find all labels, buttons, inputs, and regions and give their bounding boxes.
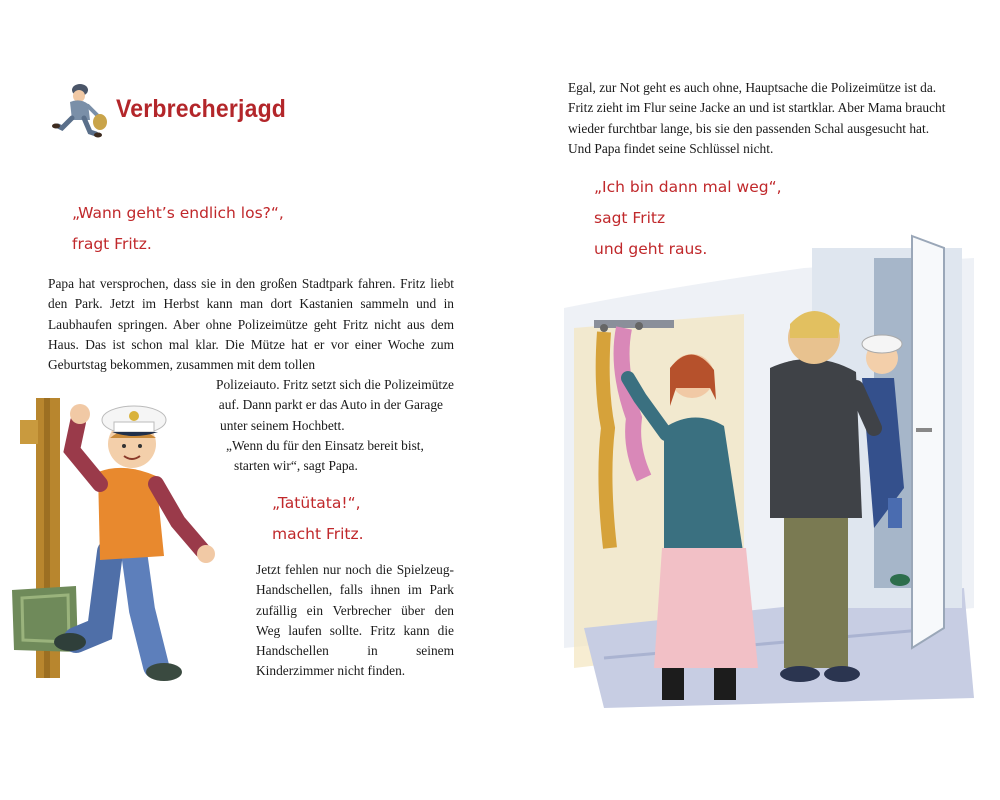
text-line: Und Papa findet seine Schlüssel nicht. (568, 140, 774, 156)
chapter-header (48, 78, 301, 140)
speech-wann-gehts-los (72, 198, 284, 260)
chapter-title: Verbrecherjagd (116, 94, 287, 123)
speech-line: „Ich bin dann mal weg“, (594, 178, 782, 196)
speech-line: fragt Fritz. (72, 235, 152, 253)
text-line: starten wir“, sagt Papa. (234, 458, 358, 474)
speech-line: „Tatütata!“, (272, 494, 361, 512)
paragraph-papa-versprochen: Papa hat versprochen, dass sie in den großen Stadtpark fahren. Fritz liebt den Park. Jetzt im Herbst kann man dort Kastanien sammeln und in Laubhaufen springen. Aber ohne Polizeimütze geht Fritz nicht aus dem Haus. Das ist schon mal klar. Die Mütze hat er vor einer Woche zum Geburtstag bekommen, zusammen mit dem tollen (48, 276, 454, 373)
speech-line: sagt Fritz (594, 209, 666, 227)
text-line: unter seinem Hochbett. (220, 417, 345, 433)
paragraph-egal-zur-not (568, 78, 988, 159)
text-line: Fritz zieht im Flur seine Jacke an und ist startklar. Aber Mama braucht (568, 100, 946, 116)
text-line: Egal, zur Not geht es auch ohne, Hauptsache die Polizeimütze ist da. (568, 80, 937, 95)
text-line: „Wenn du für den Einsatz bereit bist, (226, 437, 424, 453)
speech-line: „Wann geht’s endlich los?“, (72, 204, 284, 222)
speech-line: macht Fritz. (272, 525, 364, 543)
paragraph-handschellen: Jetzt fehlen nur noch die Spielzeug-Handschellen, falls ihnen im Park zufällig ein Verbrecher über den Weg laufen sollte. Fritz kann die Handschellen in seinem Kinderzimmer nicht finden. (256, 562, 454, 679)
hallway-family-illustration (544, 228, 984, 718)
running-thief-icon (48, 78, 108, 140)
text-line: Polizeiauto. Fritz setzt sich die Polizeimütze (216, 377, 454, 392)
right-page (500, 0, 1000, 800)
boy-with-police-cap-illustration (6, 380, 226, 700)
speech-line: und geht raus. (594, 240, 708, 258)
text-line: wieder furchtbar lange, bis sie den passenden Schal ausgesucht hat. (568, 120, 930, 136)
text-line: auf. Dann parkt er das Auto in der Garage (218, 397, 443, 413)
speech-tatuetata (272, 488, 364, 550)
